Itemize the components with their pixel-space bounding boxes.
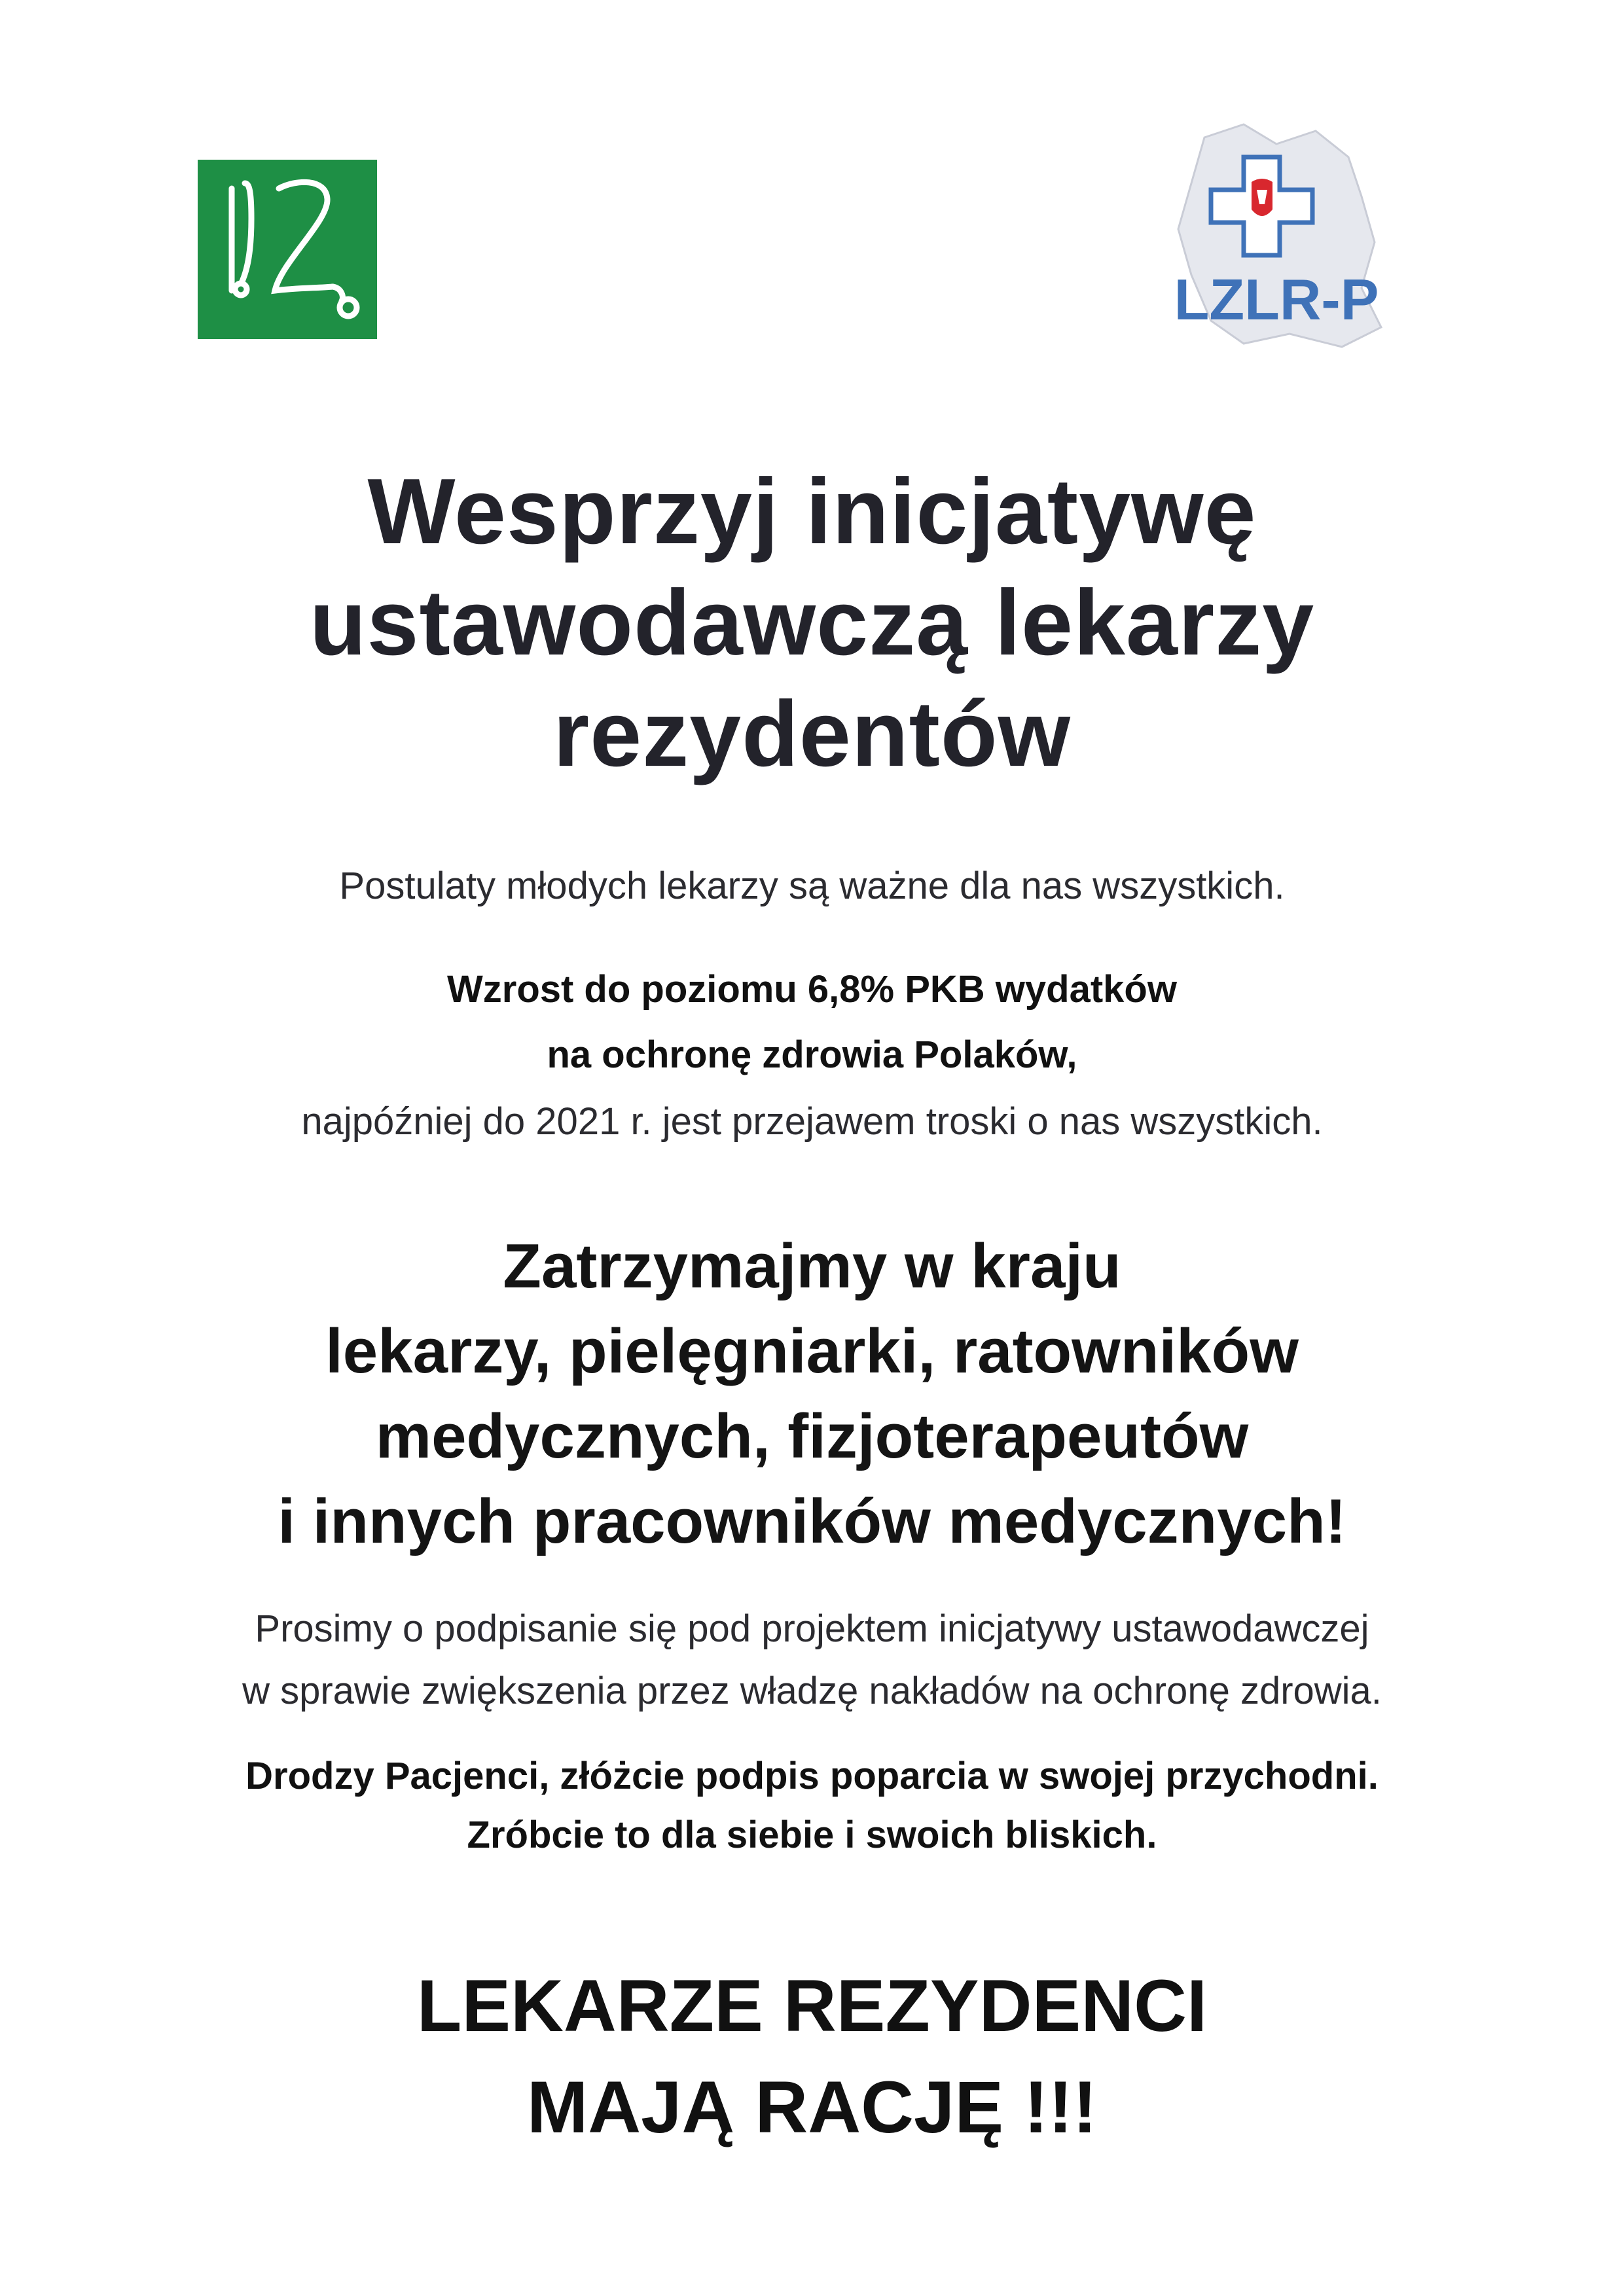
appeal-line-1: Zatrzymajmy w kraju <box>503 1231 1121 1301</box>
title-line-3: rezydentów <box>552 682 1072 786</box>
title-line-2: ustawodawczą lekarzy <box>309 571 1315 675</box>
intro-text: Postulaty młodych lekarzy są ważne dla nas wszystkich. <box>339 865 1285 907</box>
patients-line-2: Zróbcie to dla siebie i swoich bliskich. <box>467 1814 1157 1856</box>
pz-logo-graphic <box>198 160 377 339</box>
budget-line-2: na ochronę zdrowia Polaków, <box>547 1033 1077 1076</box>
lzlr-p-logo-graphic <box>1165 118 1388 353</box>
patients-line-1: Drodzy Pacjenci, złóżcie podpis poparcia w swojej przychodni. <box>245 1755 1379 1797</box>
lzlr-p-logo-text: LZLR-P <box>1174 267 1379 332</box>
appeal-line-4: i innych pracowników medycznych! <box>278 1486 1346 1556</box>
closing-line-2: MAJĄ RACJĘ !!! <box>526 2066 1098 2148</box>
appeal-line-3: medycznych, fizjoterapeutów <box>375 1401 1249 1471</box>
request-line-1: Prosimy o podpisanie się pod projektem inicjatywy ustawodawczej <box>255 1607 1369 1650</box>
closing-line-1: LEKARZE REZYDENCI <box>416 1965 1208 2047</box>
appeal-line-2: lekarzy, pielęgniarki, ratowników <box>325 1316 1299 1386</box>
lzlr-p-logo <box>1165 118 1388 353</box>
pz-logo <box>198 160 377 339</box>
title-line-1: Wesprzyj inicjatywę <box>367 459 1257 564</box>
budget-line-3: najpóźniej do 2021 r. jest przejawem troski o nas wszystkich. <box>301 1100 1323 1143</box>
request-line-2: w sprawie zwiększenia przez władzę nakładów na ochronę zdrowia. <box>242 1670 1382 1712</box>
budget-line-1: Wzrost do poziomu 6,8% PKB wydatków <box>447 968 1177 1011</box>
